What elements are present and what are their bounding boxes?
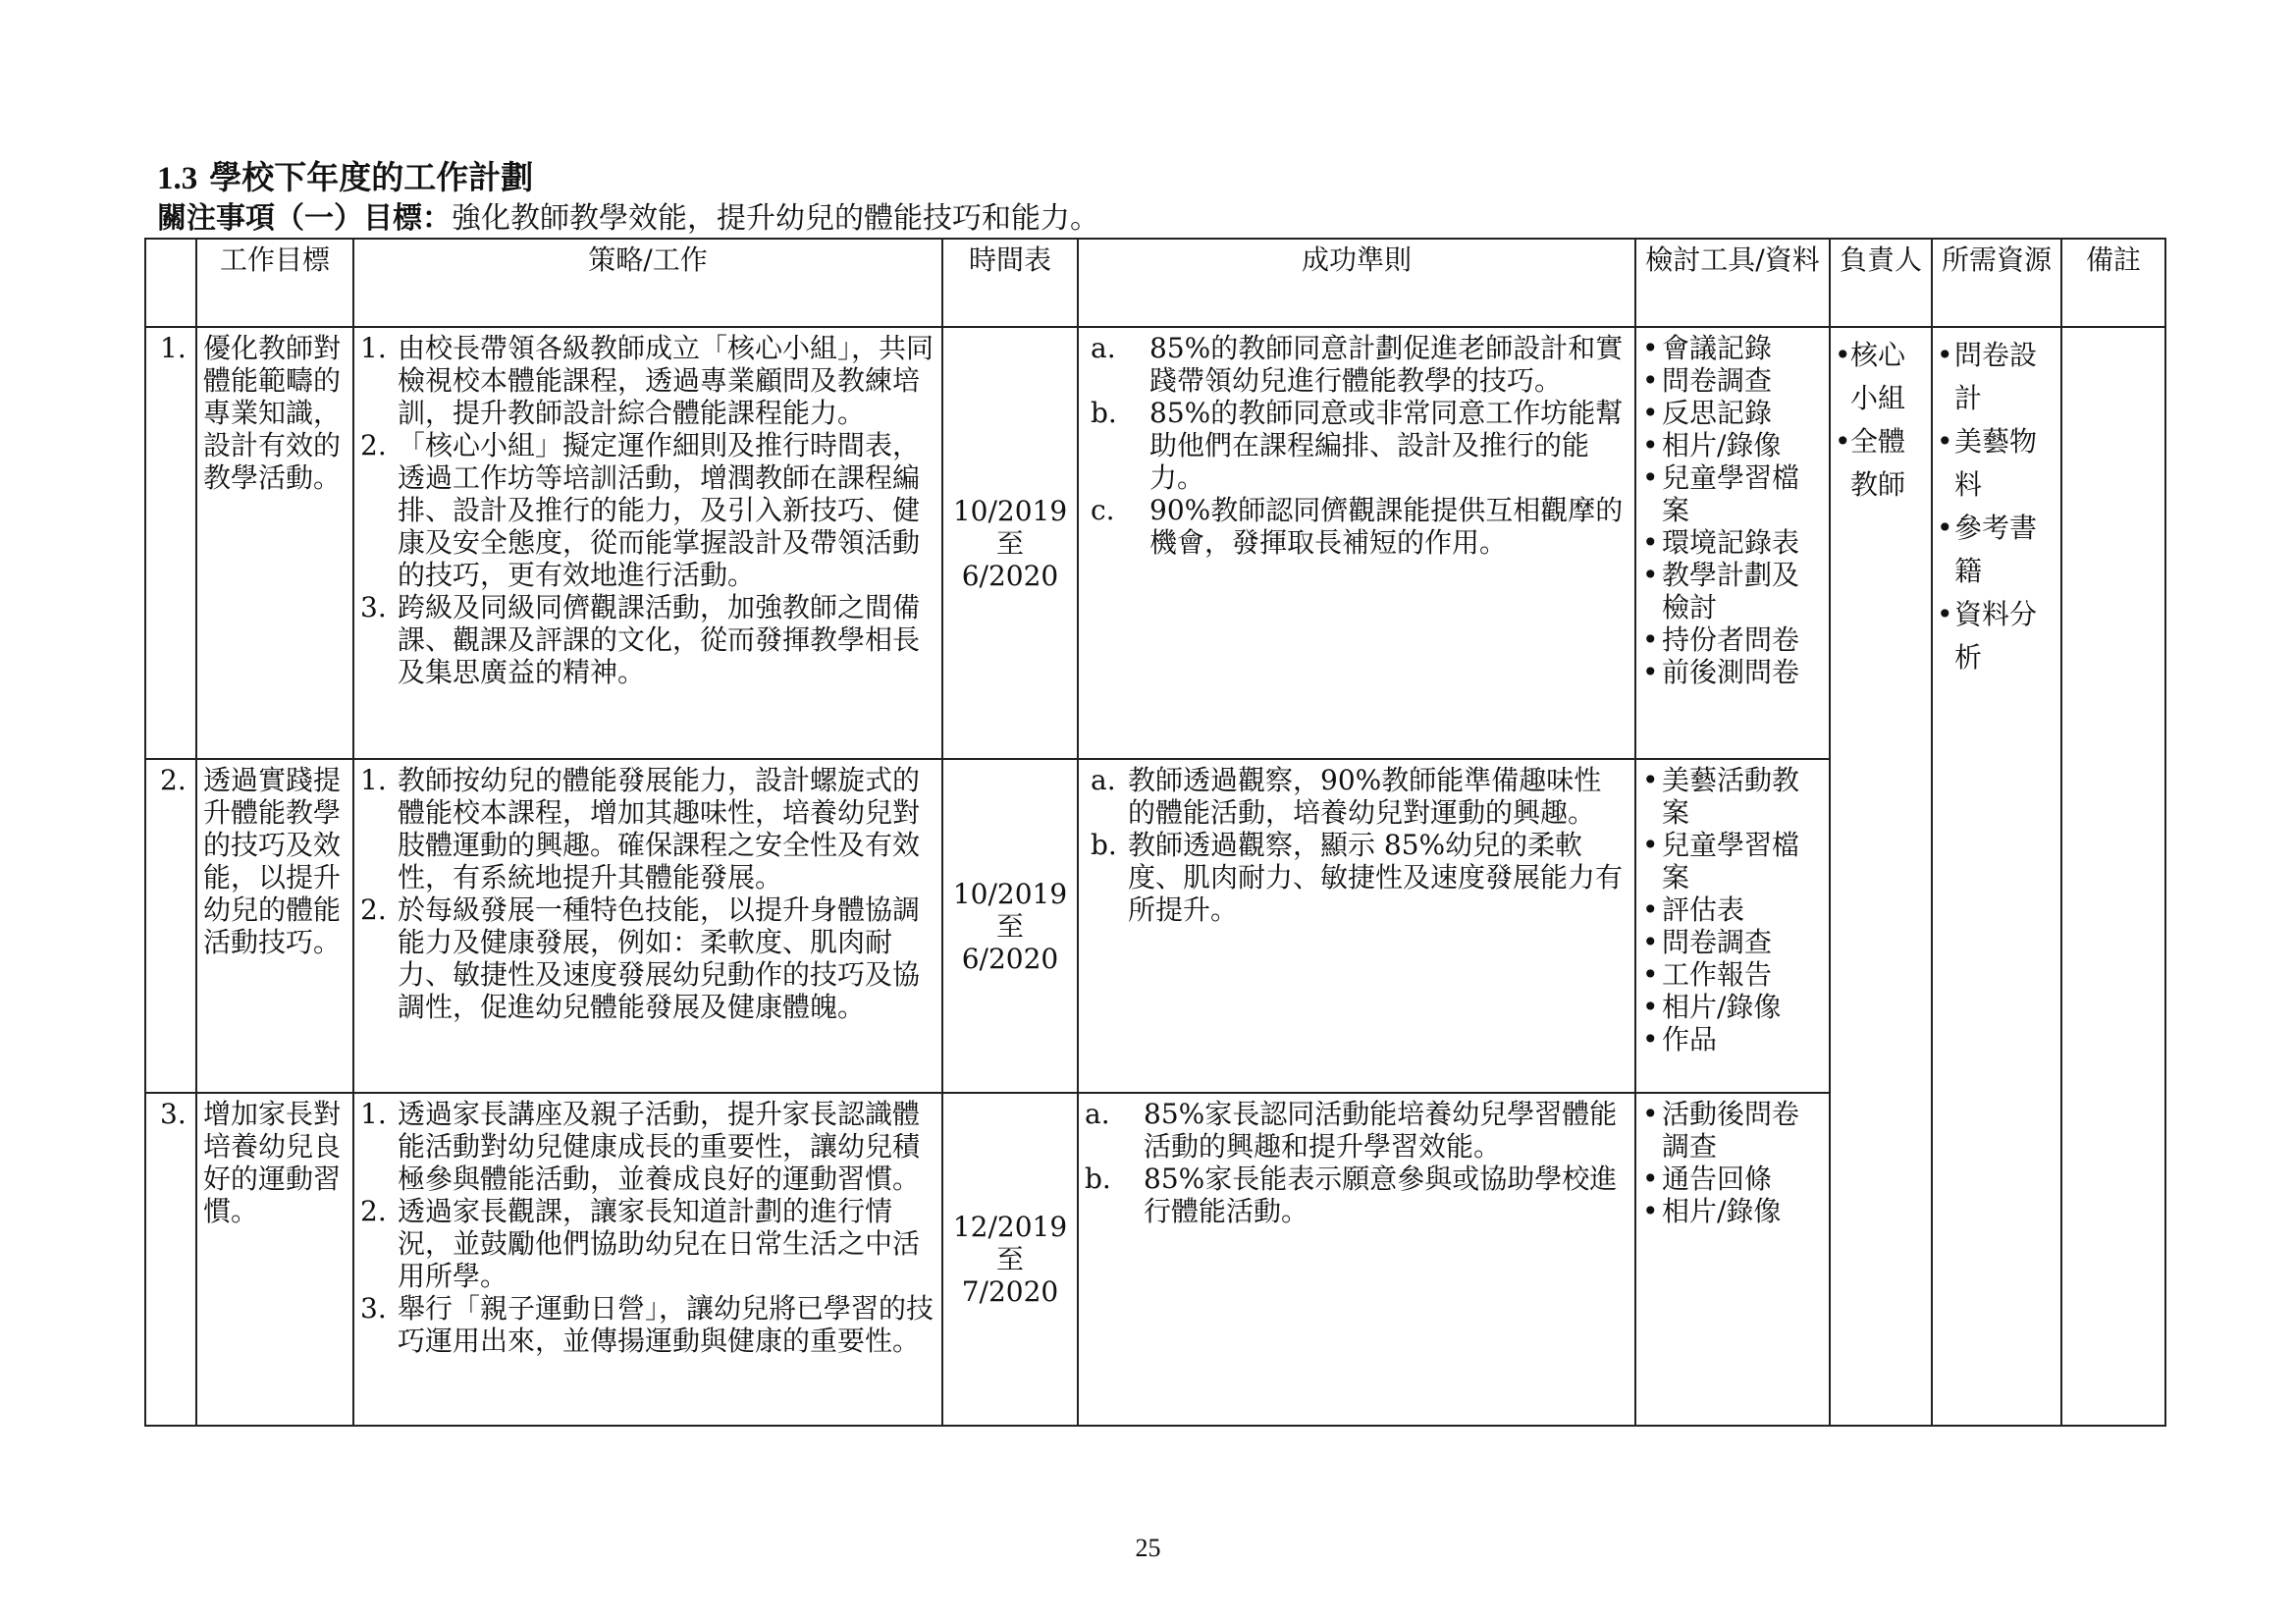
schedule-cell [942, 327, 1078, 759]
schedule-start: 10/2019 [952, 877, 1068, 910]
section-heading [157, 157, 533, 199]
schedule-cell [942, 1093, 1078, 1426]
focus-line [157, 200, 1099, 238]
strategy-cell [353, 1093, 942, 1426]
strategy-item: 1. 透過家長講座及親子活動，提升家長認識體能活動對幼兒健康成長的重要性，讓幼兒積極參與體能活動，並養成良好的運動習慣。 [360, 1098, 921, 1195]
schedule-end: 6/2020 [961, 942, 1059, 975]
resource-item: • 參考書籍 [1937, 507, 2056, 593]
tool-item: • 問卷調查 [1642, 926, 1823, 958]
col-header-strategy: 策略/工作 [353, 239, 942, 327]
tool-item: • 兒童學習檔案 [1642, 829, 1823, 893]
tool-item: • 通告回條 [1642, 1163, 1823, 1195]
strategy-cell [353, 759, 942, 1093]
tools-cell [1635, 1093, 1830, 1426]
col-header-tools: 檢討工具/資料 [1635, 239, 1830, 327]
strategy-item: 3. 跨級及同級同儕觀課活動，加強教師之間備課、觀課及評課的文化，從而發揮教學相長及集思廣益的精神。 [360, 591, 921, 688]
col-header-schedule: 時間表 [942, 239, 1078, 327]
person-cell [1830, 327, 1932, 1426]
schedule-start: 12/2019 [952, 1211, 1068, 1243]
tool-item: • 持份者問卷 [1642, 623, 1823, 656]
strategy-item: 2. 透過家長觀課，讓家長知道計劃的進行情況，並鼓勵他們協助幼兒在日常生活之中活用所學。 [360, 1195, 921, 1292]
person-item: • 全體教師 [1835, 420, 1927, 507]
remarks-cell [2061, 327, 2165, 1426]
schedule-start: 10/2019 [952, 494, 1068, 527]
tool-item: • 相片/錄像 [1642, 429, 1823, 461]
col-header-criteria: 成功準則 [1078, 239, 1635, 327]
col-header-resources: 所需資源 [1932, 239, 2061, 327]
tool-item: • 前後測問卷 [1642, 656, 1823, 688]
schedule-to: 至 [995, 526, 1024, 560]
goal-cell: 優化教師對體能範疇的專業知識，設計有效的教學活動。 [196, 327, 353, 759]
strategy-item: 2. 「核心小組」擬定運作細則及推行時間表，透過工作坊等培訓活動，增潤教師在課程編排、設計及推行的能力，及引入新技巧、健康及安全態度，從而能掌握設計及帶領活動的技巧，更有效地進行活動。 [360, 429, 921, 591]
strategy-item: 1. 由校長帶領各級教師成立「核心小組」，共同檢視校本體能課程，透過專業顧問及教練培訓，提升教師設計綜合體能課程能力。 [360, 332, 934, 429]
tool-item: • 問卷調查 [1642, 364, 1823, 397]
col-header-num [145, 239, 196, 327]
focus-text: 強化教師教學效能，提升幼兒的體能技巧和能力。 [452, 201, 1099, 236]
resource-item: • 資料分析 [1937, 593, 2056, 679]
tool-item: • 評估表 [1642, 893, 1823, 926]
header-row [145, 239, 2165, 327]
strategy-item: 2. 於每級發展一種特色技能，以提升身體協調能力及健康發展，例如：柔軟度、肌肉耐力、敏捷性及速度發展幼兒動作的技巧及協調性，促進幼兒體能發展及健康體魄。 [360, 893, 921, 1023]
work-plan-table [144, 238, 2166, 1427]
resource-item: • 問卷設計 [1937, 334, 2056, 420]
criteria-item: b. 教師透過觀察，顯示 85%幼兒的柔軟度、肌肉耐力、敏捷性及速度發展能力有所提升。 [1091, 829, 1624, 926]
row-number: 2. [145, 759, 196, 1093]
criteria-item: a. 教師透過觀察，90%教師能準備趣味性的體能活動，培養幼兒對運動的興趣。 [1091, 764, 1602, 829]
tool-item: • 作品 [1642, 1023, 1823, 1056]
tool-item: • 教學計劃及檢討 [1642, 559, 1823, 623]
row-number: 3. [145, 1093, 196, 1426]
tools-cell [1635, 759, 1830, 1093]
goal-cell: 增加家長對培養幼兒良好的運動習慣。 [196, 1093, 353, 1426]
strategy-item: 1. 教師按幼兒的體能發展能力，設計螺旋式的體能校本課程，增加其趣味性，培養幼兒對肢體運動的興趣。確保課程之安全性及有效性，有系統地提升其體能發展。 [360, 764, 921, 893]
col-header-goal: 工作目標 [196, 239, 353, 327]
schedule-to: 至 [995, 1243, 1024, 1275]
row-number: 1. [145, 327, 196, 759]
person-item: • 核心小組 [1835, 334, 1927, 420]
criteria-cell [1078, 759, 1635, 1093]
tool-item: • 美藝活動教案 [1642, 764, 1823, 829]
schedule-to: 至 [995, 909, 1024, 943]
page-number: 25 [1135, 1534, 1161, 1562]
tool-item: • 相片/錄像 [1642, 1195, 1823, 1227]
col-header-remarks: 備註 [2061, 239, 2165, 327]
table-row [145, 327, 2165, 759]
focus-label: 關注事項（一）目標： [157, 201, 452, 236]
tool-item: • 環境記錄表 [1642, 526, 1823, 559]
schedule-end: 7/2020 [961, 1275, 1059, 1308]
resource-item: • 美藝物料 [1937, 420, 2056, 507]
resources-cell [1932, 327, 2061, 1426]
tool-item: • 會議記錄 [1642, 332, 1823, 364]
col-header-person: 負責人 [1830, 239, 1932, 327]
tool-item: • 工作報告 [1642, 958, 1823, 991]
criteria-cell [1078, 327, 1635, 759]
tool-item: • 反思記錄 [1642, 397, 1823, 429]
criteria-item: c. 90%教師認同儕觀課能提供互相觀摩的機會，發揮取長補短的作用。 [1091, 494, 1624, 559]
schedule-cell [942, 759, 1078, 1093]
tool-item: • 兒童學習檔案 [1642, 461, 1823, 526]
criteria-item: a. 85%家長認同活動能培養幼兒學習體能活動的興趣和提升學習效能。 [1085, 1098, 1618, 1163]
criteria-item: b. 85%家長能表示願意參與或協助學校進行體能活動。 [1085, 1163, 1618, 1227]
tool-item: • 相片/錄像 [1642, 991, 1823, 1023]
section-title: 學校下年度的工作計劃 [209, 158, 534, 196]
criteria-cell [1078, 1093, 1635, 1426]
goal-cell: 透過實踐提升體能教學的技巧及效能，以提升幼兒的體能活動技巧。 [196, 759, 353, 1093]
schedule-end: 6/2020 [961, 559, 1059, 592]
tool-item: • 活動後問卷調查 [1642, 1098, 1823, 1163]
tools-cell [1635, 327, 1830, 759]
criteria-item: a. 85%的教師同意計劃促進老師設計和實踐帶領幼兒進行體能教學的技巧。 [1091, 332, 1624, 397]
strategy-cell [353, 327, 942, 759]
criteria-item: b. 85%的教師同意或非常同意工作坊能幫助他們在課程編排、設計及推行的能力。 [1091, 397, 1624, 494]
strategy-item: 3. 舉行「親子運動日營」，讓幼兒將已學習的技巧運用出來，並傳揚運動與健康的重要性。 [360, 1292, 934, 1357]
section-number: 1.3 [157, 161, 198, 196]
